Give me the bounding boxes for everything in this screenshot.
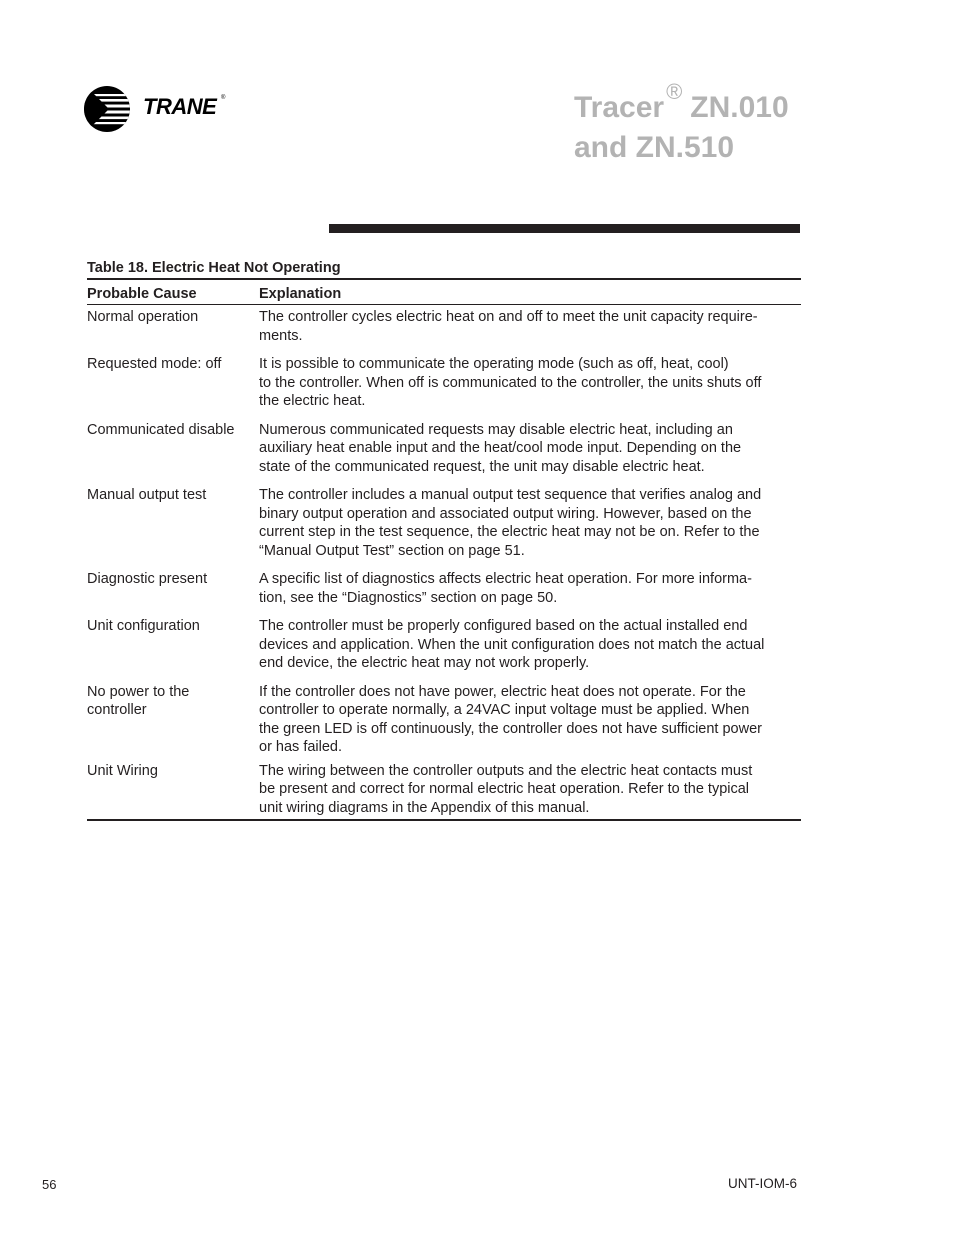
explanation-cell: A specific list of diagnostics affects electric heat operation. For more informa- tion, see the “Diagnostics” section on page 50. (259, 571, 752, 606)
trane-globe-icon (83, 85, 131, 133)
table-row (87, 421, 801, 477)
probable-cause-cell: No power to the controller (87, 683, 190, 718)
title-tracer: Tracer (574, 91, 665, 124)
table-row (87, 308, 801, 345)
probable-cause-cell: Manual output test (87, 487, 207, 503)
trane-logo (83, 85, 233, 133)
title-registered-mark: ® (666, 79, 683, 104)
table-bottom-rule (87, 819, 801, 821)
title-line2: and ZN.510 (574, 131, 735, 164)
probable-cause-cell: Requested mode: off (87, 356, 222, 372)
page-number: 56 (42, 1177, 57, 1192)
header-explanation: Explanation (259, 286, 342, 302)
explanation-cell: The controller cycles electric heat on and off to meet the unit capacity require- ments. (259, 309, 758, 344)
table-row (87, 355, 801, 411)
table-row (87, 486, 801, 560)
explanation-cell: It is possible to communicate the operating mode (such as off, heat, cool) to the controller. When off is communicated to the controller, the units shuts off the electric heat. (259, 356, 762, 409)
document-title (574, 72, 789, 168)
table-body (87, 305, 801, 817)
trane-wordmark: TRANE (143, 94, 217, 119)
table-row (87, 617, 801, 673)
explanation-cell: The wiring between the controller outputs and the electric heat contacts must be present and correct for normal electric heat operation. Refer to the typical unit wiring diagrams in the Appendix of this manual. (259, 762, 753, 816)
table-header-row (87, 280, 801, 305)
table-caption: Table 18. Electric Heat Not Operating (87, 260, 341, 276)
document-id: UNT-IOM-6 (728, 1176, 797, 1191)
electric-heat-table (87, 278, 801, 821)
brand-registered-mark: ® (221, 95, 226, 101)
table-row (87, 570, 801, 607)
explanation-cell: The controller must be properly configured based on the actual installed end devices and application. When the unit configuration does not match the actual end device, the electric heat may not work properly. (259, 618, 765, 671)
probable-cause-cell: Unit configuration (87, 618, 200, 634)
table-row (87, 683, 801, 757)
header-probable-cause: Probable Cause (87, 286, 197, 302)
probable-cause-cell: Normal operation (87, 309, 199, 325)
table-row (87, 762, 801, 818)
explanation-cell: The controller includes a manual output test sequence that verifies analog and binary output operation and associated output wiring. However, based on the current step in the test sequence, the electric heat may not be on. Refer to the “Manual Output Test” section on page 51. (259, 487, 762, 559)
title-model: ZN.010 (690, 91, 789, 124)
probable-cause-cell: Communicated disable (87, 421, 235, 438)
explanation-cell: If the controller does not have power, electric heat does not operate. For the controller to operate normally, a 24VAC input voltage must be applied. When the green LED is off continuously, the controller does not have sufficient power or has failed. (259, 683, 762, 755)
probable-cause-cell: Unit Wiring (87, 762, 158, 779)
explanation-cell: Numerous communicated requests may disable electric heat, including an auxiliary heat enable input and the heat/cool mode input. Depending on the state of the communicated request, the unit may disable electric heat. (259, 421, 742, 475)
section-rule (329, 224, 800, 233)
probable-cause-cell: Diagnostic present (87, 571, 208, 587)
